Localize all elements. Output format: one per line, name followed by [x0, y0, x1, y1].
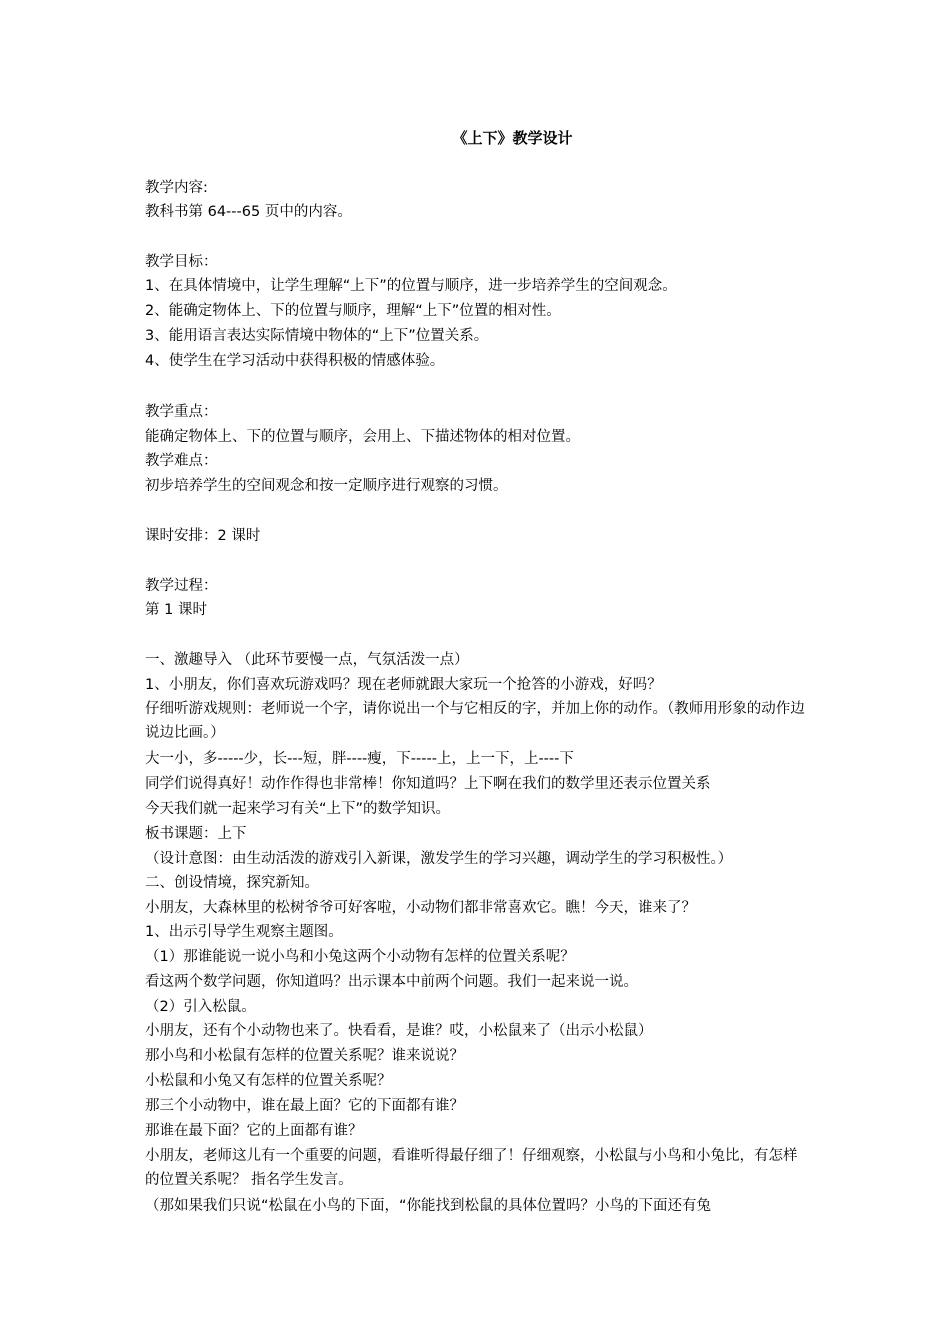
- text-line: 教学过程：: [145, 578, 218, 594]
- text-line: 小松鼠和小兔又有怎样的位置关系呢？: [145, 1073, 392, 1089]
- text-line: 1、小朋友，你们喜欢玩游戏吗？现在老师就跟大家玩一个抢答的小游戏，好吗？: [145, 677, 662, 693]
- text-line: 小朋友，大森林里的松树爷爷可好客啦，小动物们都非常喜欢它。瞧！今天，谁来了？: [145, 900, 696, 916]
- text-line: 看这两个数学问题，你知道吗？出示课本中前两个问题。我们一起来说一说。: [145, 974, 638, 990]
- text-line: 二、创设情境，探究新知。: [145, 875, 319, 891]
- text-line: 课时安排：2 课时: [145, 528, 261, 544]
- text-line: 一、激趣导入 （此环节要慢一点，气氛活泼一点）: [145, 652, 469, 668]
- text-paragraph: 仔细听游戏规则：老师说一个字，请你说出一个与它相反的字，并加上你的动作。（教师用形象的动作边说边比画。）: [145, 701, 805, 741]
- text-line: （那如果我们只说“松鼠在小鸟的下面，“你能找到松鼠的具体位置吗？小鸟的下面还有兔: [145, 1198, 712, 1214]
- text-line: 那三个小动物中，谁在最上面？它的下面都有谁？: [145, 1098, 464, 1114]
- text-line: 教学难点：: [145, 453, 218, 469]
- text-line: 板书课题：上下: [145, 826, 247, 842]
- text-line: 初步培养学生的空间观念和按一定顺序进行观察的习惯。: [145, 478, 508, 494]
- text-line: 3、能用语言表达实际情境中物体的“上下”位置关系。: [145, 328, 489, 344]
- text-line: 第 1 课时: [145, 602, 207, 618]
- text-line: 能确定物体上、下的位置与顺序，会用上、下描述物体的相对位置。: [145, 429, 580, 445]
- text-line: （1）那谁能说一说小鸟和小兔这两个小动物有怎样的位置关系呢？: [145, 949, 575, 965]
- document-title: 《上下》教学设计: [452, 129, 573, 147]
- text-line: 1、出示引导学生观察主题图。: [145, 924, 343, 940]
- text-line: （2）引入松鼠。: [145, 999, 256, 1015]
- text-line: 大一小，多-----少，长---短，胖----瘦，下-----上，上一下，上----下: [145, 751, 574, 767]
- text-line: 那小鸟和小松鼠有怎样的位置关系呢？谁来说说？: [145, 1048, 464, 1064]
- text-line: 今天我们就一起来学习有关“上下”的数学知识。: [145, 801, 451, 817]
- text-line: 教学目标：: [145, 254, 218, 270]
- text-line: 教学重点：: [145, 404, 218, 420]
- text-line: 教科书第 64---65 页中的内容。: [145, 204, 352, 220]
- text-line: 小朋友，还有个小动物也来了。快看看，是谁？哎，小松鼠来了（出示小松鼠）: [145, 1023, 653, 1039]
- text-line: 1、在具体情境中，让学生理解“上下”的位置与顺序，进一步培养学生的空间观念。: [145, 278, 677, 294]
- text-line: 那谁在最下面？它的上面都有谁？: [145, 1123, 363, 1139]
- text-line: （设计意图：由生动活泼的游戏引入新课，激发学生的学习兴趣，调动学生的学习积极性。）: [145, 851, 733, 867]
- text-paragraph: 小朋友，老师这儿有一个重要的问题，看谁听得最仔细了！仔细观察，小松鼠与小鸟和小兔比，有怎样的位置关系呢？ 指名学生发言。: [145, 1148, 798, 1188]
- text-line: 2、能确定物体上、下的位置与顺序，理解“上下”位置的相对性。: [145, 303, 561, 319]
- text-line: 教学内容:: [145, 180, 208, 196]
- text-line: 同学们说得真好！动作作得也非常棒！你知道吗？上下啊在我们的数学里还表示位置关系: [145, 776, 711, 792]
- text-line: 4、使学生在学习活动中获得积极的情感体验。: [145, 353, 445, 369]
